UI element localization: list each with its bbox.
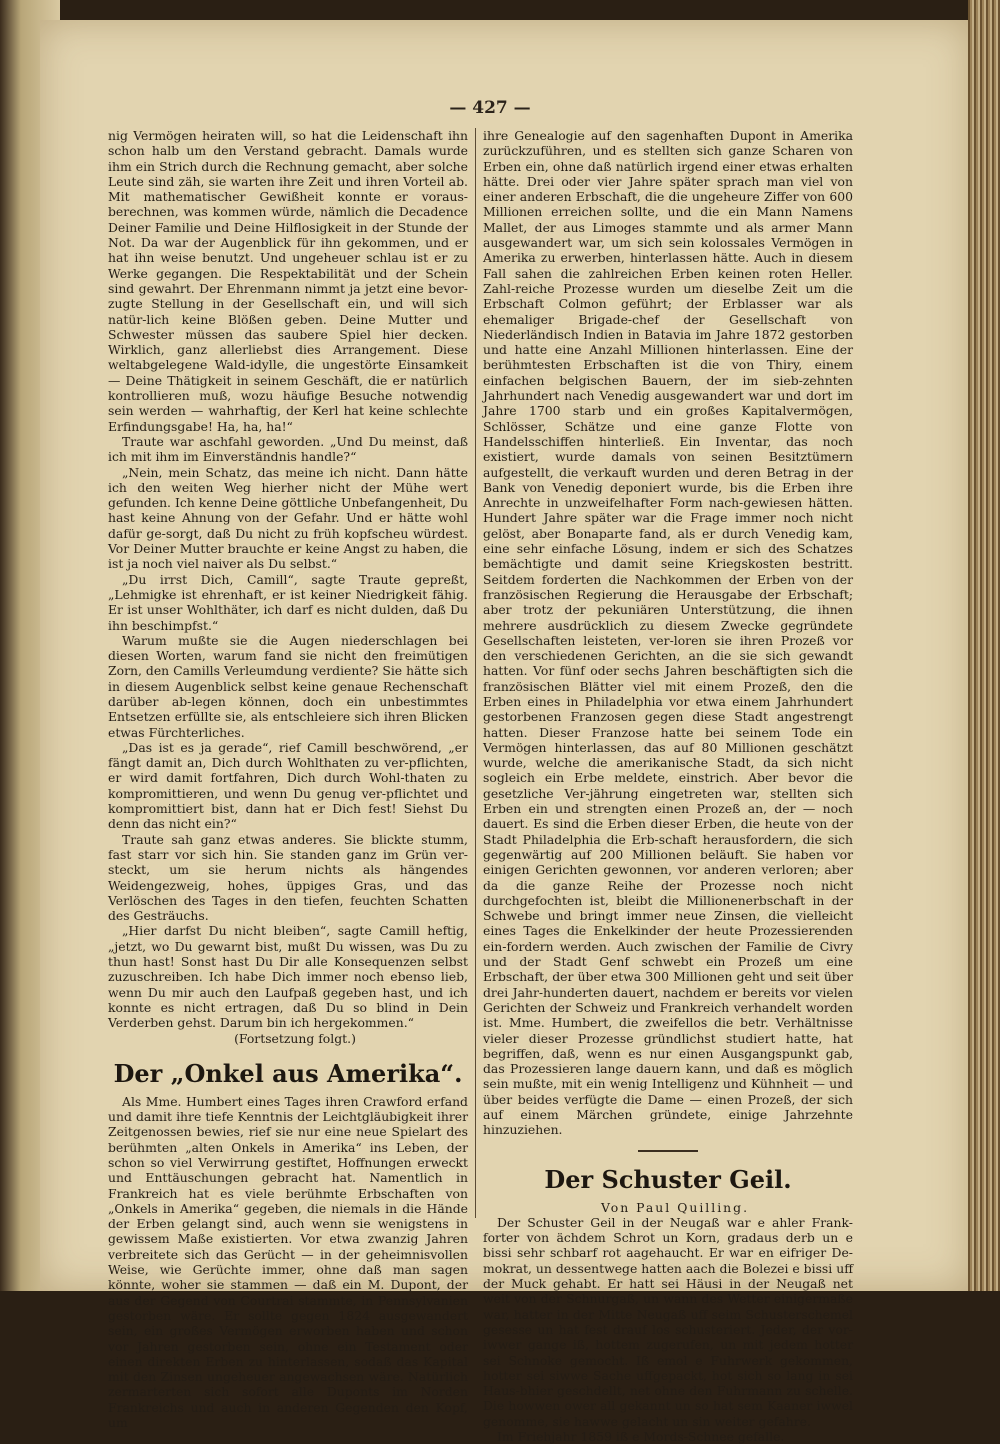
- paragraph: ihre Genealogie auf den sagenhaften Dupont in Amerika zurückzuführen, und es stellten sich ganze Scharen von Erben ein, ohne daß natürlich irgend einer etwas erhalten hätte. Drei oder vier Jahre später sprach man viel von einer anderen Erbschaft, die die ungeheure Ziffer von 600 Millionen erreichen sollte, und die ein Mann Namens Mallet, der aus Limoges stammte und als armer Mann ausgewandert war, um sich sein kolossales Vermögen in Amerika zu erwerben, hinterlassen hätte. Auch in diesem Fall sahen die zahlreichen Erben keinen roten Heller. Zahl-reiche Prozesse wurden um dieselbe Zeit um die Erbschaft Colmon geführt; der Erblasser war als ehemaliger Brigade-chef der Gesellschaft von Niederländisch Indien in Batavia im Jahre 1872 gestorben und hatte eine Anzahl Millionen hinterlassen. Eine der berühmtesten Erbschaften ist die von Thiry, einem einfachen belgischen Bauern, der im sieb-zehnten Jahrhundert nach Venedig ausgewandert war und dort im Jahre 1700 starb und ein großes Kapitalvermögen, Schlösser, Schätze und eine ganze Flotte von Handelsschiffen hinterließ. Ein Inventar, das noch existiert, wurde damals von seinen Besitztümern aufgestellt, die verkauft wurden und deren Betrag in der Bank von Venedig deponiert wurde, bis die Erben ihre Anrechte in unzweifelhafter Form nach-gewiesen hätten. Hundert Jahre später war die Frage immer noch nicht gelöst, aber Bonaparte fand, als er durch Venedig kam, eine sehr einfache Lösung, indem er sich des Schatzes bemächtigte und damit seine Kriegskosten bestritt. Seitdem forderten die Nachkommen der Erben von der französischen Regierung die Herausgabe der Erbschaft; aber trotz der pekuniären Unterstützung, die ihnen mehrere ausdrücklich zu diesem Zwecke gegründete Gesellschaften leisteten, ver-loren sie ihren Prozeß vor den verschiedenen Gerichten, an die sie sich gewandt hatten. Vor fünf oder sechs Jahren beschäftigten sich die französischen Blätter viel mit einem Prozeß, den die Erben eines in Philadelphia vor etwa einem Jahrhundert gestorbenen Franzosen gegen diese Stadt angestrengt hatten. Dieser Franzose hatte bei seinem Tode ein Vermögen hinterlassen, das auf 80 Millionen geschätzt wurde, welche die amerikanische Stadt, da sich nicht sogleich ein Erbe meldete, einstrich. Aber bevor die gesetzliche Ver-jährung eingetreten war, stellten sich Erben ein und strengten einen Prozeß an, der — noch dauert. Es sind die Erben dieser Erben, die heute von der Stadt Philadelphia die Erb-schaft herausfordern, die sich gegenwärtig auf 200 Millionen beläuft. Sie haben vor einigen Gerichten gewonnen, vor anderen verloren; aber da die ganze Reihe der Prozesse noch nicht durchgefochten ist, bleibt die Millionenerbschaft in der Schwebe und bringt immer neue Zinsen, die vielleicht eines Tages die Enkelkinder der heute Prozessierenden ein-fordern werden. Auch zwischen der Familie de Civry und der Stadt Genf schwebt ein Prozeß um eine Erbschaft, der über etwa 300 Millionen geht und seit über drei Jahr-hunderten dauert, nachdem er bereits vor vielen Gerichten der Schweiz und Frankreich verhandelt worden ist. Mme. Humbert, die zweifellos die betr. Verhältnisse vieler dieser Prozesse gründlichst studiert hatte, hat begriffen, daß, wenn es nur einen Ausgangspunkt gab, das Prozessieren lange dauern kann, und daß es möglich sein mußte, mit ein wenig Intelligenz und Kühnheit — und über beides verfügte die Dame — einen Prozeß, der sich auf einem Märchen gründete, einige Jahrzehnte hinzuziehen.: [483, 128, 853, 1138]
- article-end-rule: [638, 1150, 698, 1152]
- paragraph: Traute sah ganz etwas anderes. Sie blickte stumm, fast starr vor sich hin. Sie standen ganz im Grün ver-steckt, um sie herum nichts als hängendes Weidengezweig, hohes, üppiges Gras, und das Verlöschen des Tages in den tiefen, feuchten Schatten des Gesträuchs.: [108, 831, 468, 924]
- paragraph: Als Mme. Humbert eines Tages ihren Crawford erfand und damit ihre tiefe Kenntnis der Leichtgläubigkeit ihrer Zeitgenossen bewies, rief sie nur eine neue Spielart des berühmten „alten Onkels in Amerika“ ins Leben, der schon so viel Verwirrung gestiftet, Hoffnungen erweckt und Enttäuschungen gebracht hat. Namentlich in Frankreich hat es viele berühmte Erbschaften von „Onkels in Amerika“ gegeben, die niemals in die Hände der Erben gelangt sind, auch wenn sie wenigstens in gewissem Maße existierten. Vor etwa zwanzig Jahren verbreitete sich das Gerücht — in der geheimnisvollen Weise, wie Gerüchte immer, ohne daß man sagen könnte, woher sie stammen — daß ein M. Dupont, der aus der Gegend von Courtrai stammte, in Pennsylvanien gestorben wäre. Er sollte gegen 1824 ausgewandert sein, ein großes Vermögen erworben haben und schon vor Jahren gestorben sein, ohne ein Testament oder einen direkten Erben zu hinterlassen, sodaß das Kapital mit den Zinsen ungeheuer angewachsen wäre. Natürlich zermarterten sich sofort alle Duponts im Norden Frankreichs und auch in anderen Gegenden den Kopf, um: [108, 1093, 468, 1431]
- section-title-schuster: Der Schuster Geil.: [544, 1164, 792, 1194]
- paragraph: „Hier darfst Du nicht bleiben“, sagte Camill heftig, „jetzt, wo Du gewarnt bist, mußt Du wissen, was Du zu thun hast! Sonst hast Du Dir alle Konsequenzen selbst zuzuschreiben. Ich habe Dich immer noch ebenso lieb, wenn Du mir auch den Laufpaß gegeben hast, und ich konnte es nicht ertragen, daß Du so blind in Dein Verderben gehst. Darum bin ich hergekommen.“: [108, 923, 468, 1031]
- page-edges: [968, 0, 1000, 1291]
- paragraph: „Nein, mein Schatz, das meine ich nicht. Dann hätte ich den weiten Weg hierher nicht der Mühe wert gefunden. Ich kenne Deine göttliche Unbefangenheit, Du hast keine Ahnung von der Gefahr. Und er hätte wohl dafür ge-sorgt, daß Du nicht zu früh kopfscheu würdest. Vor Deiner Mutter brauchte er keine Angst zu haben, die ist ja noch viel naiver als Du selbst.“: [108, 464, 468, 572]
- paragraph: Der Schuster Geil in der Neugaß war e ahler Frank-forter von ächdem Schrot un Korn, gradaus derb un e bissi sehr schbarf rot aagehaucht. Er war en eifriger De-mokrat, un dessentwege hatten aach die Bolezei e bissi uff der Muck gehabt. Er hatt sei Häusi in der Neugaß net weit von der Schnurgaß, un wann des Wetter einigermaße war, hatter in der Mitte Neugaß uff seim Schusterschemel gesesse un hat fest drauf los schusteriert. Jeder, der vor-iwwer gange iß, hottem zugerufen, un mit jedem hotter sei Schnoke gemocht. Iß emol e Fuhrwerk gekommen, hotter sei siwwe Sache uffgepackt, hot sich so lang in sei Haus-bhier geschdellt, net ohne den Fuhrmann zu schelle. Die howwen ower all gekannt un so hat sem Kaaner iwwel genomme, sie hawwe gelacht un sin weiter gefahre.: [483, 1214, 853, 1429]
- column-divider: [475, 128, 476, 1218]
- paragraph: „Das ist es ja gerade“, rief Camill beschwörend, „er fängt damit an, Dich durch Wohlthaten zu ver-pflichten, er wird damit fortfahren, Dich durch Wohl-thaten zu kompromittieren, und wenn Du genug ver-pflichtet und kompromittiert bist, dann hat er Dich fest! Siehst Du denn das nicht ein?“: [108, 739, 468, 832]
- paragraph: nig Vermögen heiraten will, so hat die Leidenschaft ihn schon halb um den Verstand gebracht. Damals wurde ihm ein Strich durch die Rechnung gemacht, aber solche Leute sind zäh, sie warten ihre Zeit und ihren Vorteil ab. Mit mathematischer Gewißheit konnte er voraus-berechnen, was kommen würde, nämlich die Decadence Deiner Familie und Deine Hilflosigkeit in der Stunde der Not. Da war der Augenblick für ihn gekommen, und er hat ihn weise benutzt. Und ungeheuer schlau ist er zu Werke gegangen. Die Respektabilität und der Schein sind gewahrt. Der Ehrenmann nimmt ja jetzt eine bevor-zugte Stellung in der Gesellschaft ein, und will sich natür-lich keine Blößen geben. Deine Mutter und Schwester müssen das saubere Spiel hier decken. Wirklich, ganz allerliebst dies Arrangement. Diese weltabgelegene Wald-idylle, die ungestörte Einsamkeit — Deine Thätigkeit in seinem Geschäft, die er natürlich kontrollieren muß, wozu häufige Besuche notwendig sein werden — wahrhaftig, der Kerl hat keine schlechte Erfindungsgabe! Ha, ha, ha!“: [108, 128, 468, 434]
- page-number: — 427 —: [449, 98, 531, 118]
- byline: Von Paul Quilling.: [600, 1199, 750, 1215]
- left-column: [108, 128, 468, 1430]
- paragraph: Im Friehjahr 1859 iß e Mords-Schnee gefalle.: [497, 1429, 785, 1444]
- right-column: [483, 128, 853, 1444]
- paragraph: Warum mußte sie die Augen niederschlagen bei diesen Worten, warum fand sie nicht den freimütigen Zorn, den Camills Verleumdung verdiente? Sie hätte sich in diesem Augenblick selbst keine genaue Rechenschaft darüber ab-legen können, doch ein unbestimmtes Entsetzen erfüllte sie, als entschleiere sich ihren Blicken etwas Fürchterliches.: [108, 632, 468, 740]
- section-title-onkel: Der „Onkel aus Amerika“.: [113, 1058, 463, 1088]
- paragraph: „Du irrst Dich, Camill“, sagte Traute gepreßt, „Lehmigke ist ehrenhaft, er ist keiner Niedrigkeit fähig. Er ist unser Wohlthäter, ich darf es nicht dulden, daß Du ihn beschimpfst.“: [108, 571, 468, 633]
- paragraph: Traute war aschfahl geworden. „Und Du meinst, daß ich mit ihm im Einverständnis handle?“: [108, 433, 468, 465]
- continuation-note: (Fortsetzung folgt.): [234, 1030, 356, 1046]
